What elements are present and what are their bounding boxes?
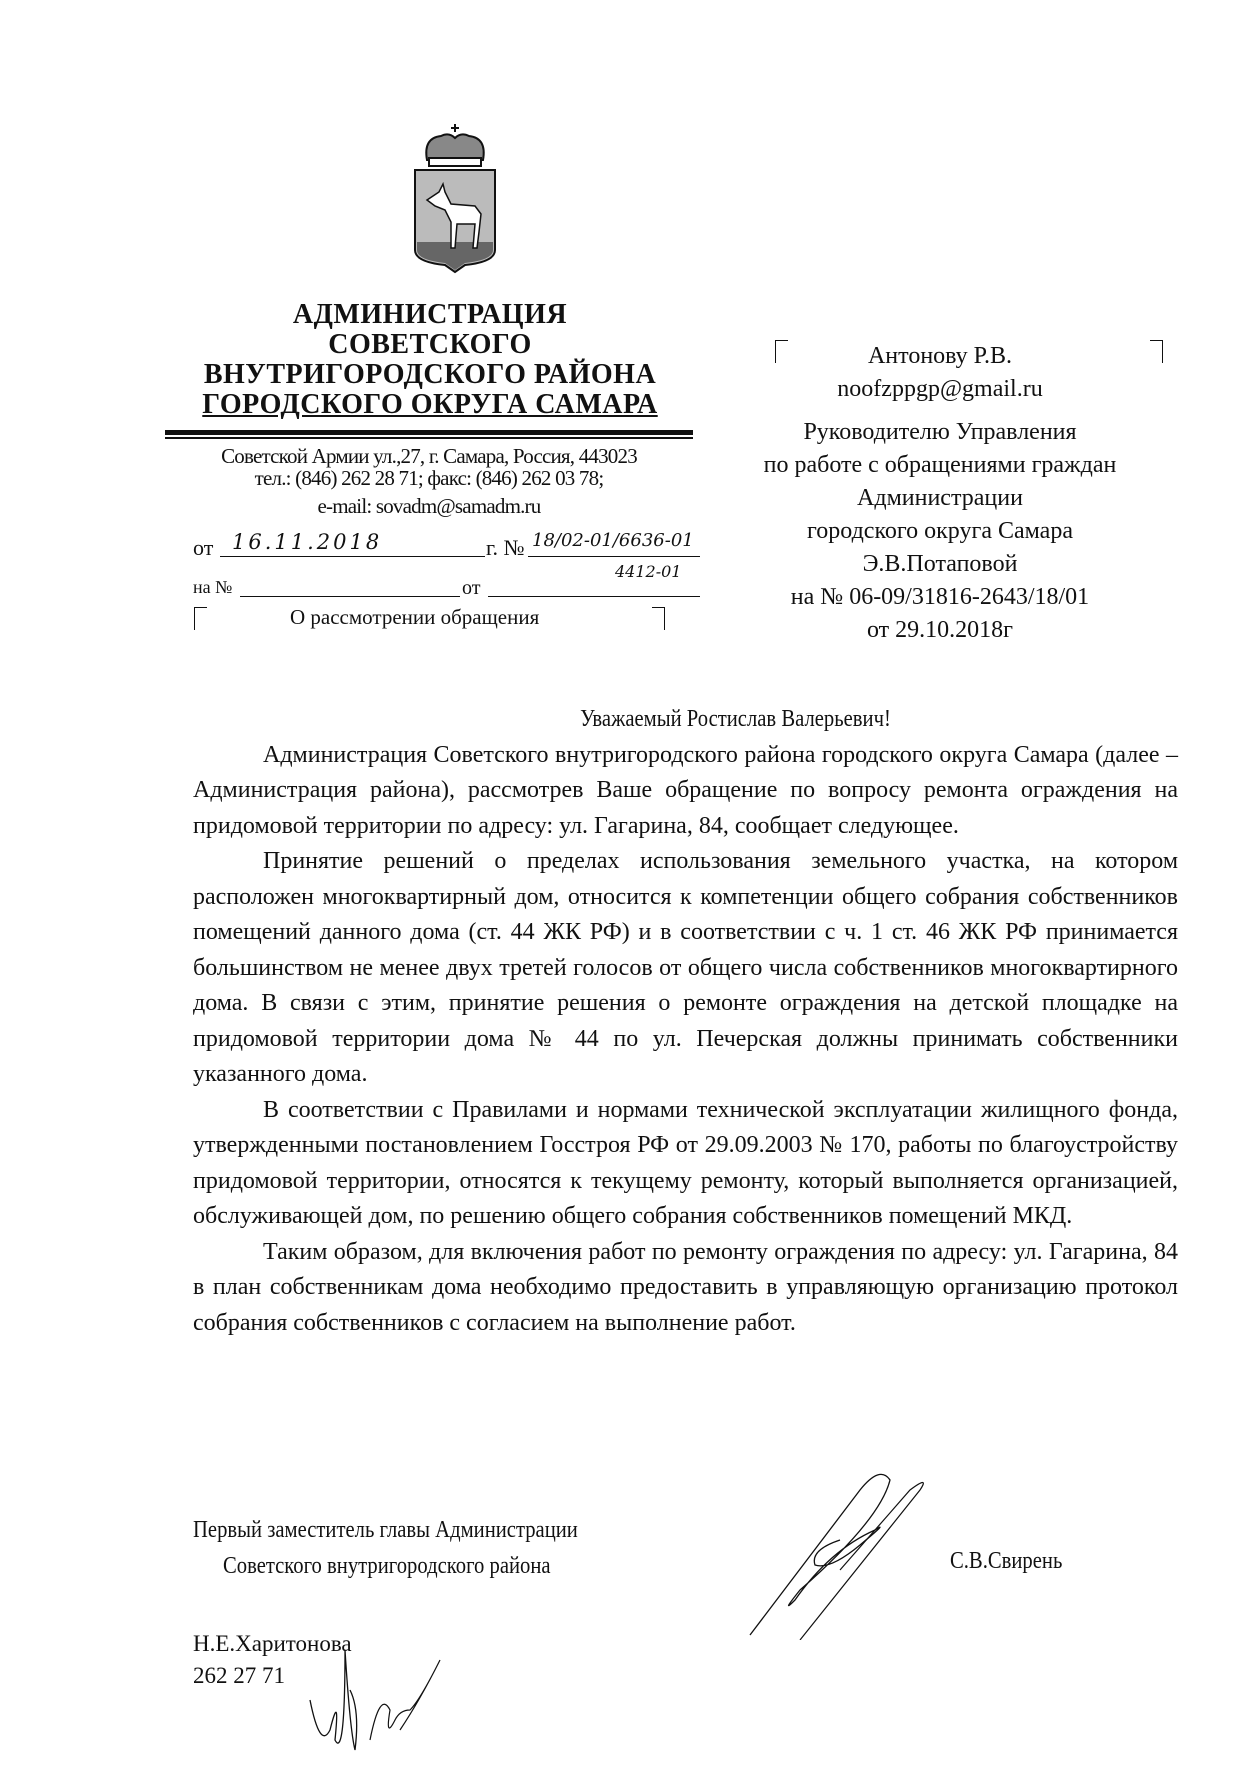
org-line: АДМИНИСТРАЦИЯ (292, 299, 568, 330)
signer-name-text: С.В.Свирень (950, 1548, 1063, 1574)
addressee-block (740, 340, 1140, 647)
body-paragraph: В соответствии с Правилами и нормами технической эксплуатации жилищного фонда, утвержденными постановлением Госстроя РФ от 29.09.2003 № 170, работы по благоустройству придомовой территории, относятся к текущему ремонту, который выполняется организацией, обслуживающей дом, по решению общего собрания собственников помещений МКД. (193, 1096, 1178, 1229)
sender-email: e-mail: sovadm@samadm.ru (317, 494, 541, 518)
handwritten-date: 16.11.2018 (232, 530, 383, 554)
addressee-line: Э.В.Потаповой (862, 551, 1018, 577)
addressee-line: на № 06-09/31816-2643/18/01 (790, 584, 1090, 610)
executor-signature (300, 1650, 450, 1765)
sender-phone: тел.: (846) 262 28 71; факс: (846) 262 03 78; (254, 466, 604, 490)
addressee-line: городского округа Самара (807, 518, 1073, 544)
addressee-line: по работе с обращениями граждан (763, 452, 1117, 478)
sender-address: Советской Армии ул.,27, г. Самара, Россия, 443023 (221, 444, 637, 468)
body-paragraph: Администрация Советского внутригородского района городского округа Самара (далее – Администрация района), рассмотрев Ваше обращение по вопросу ремонта ограждения на придомовой территории по адресу: ул. Гагарина, 84, сообщает следующее. (193, 741, 1178, 839)
org-line: СОВЕТСКОГО (328, 329, 532, 360)
greeting: Уважаемый Ростислав Валерьевич! (580, 706, 891, 732)
handwritten-number-2: 4412-01 (615, 562, 682, 581)
addressee-email: noofzppgp@gmail.ru (837, 376, 1043, 402)
in-reply-from-label: от (462, 577, 481, 599)
addressee-bracket-right (1150, 340, 1163, 363)
signatory-title-line2: Советского внутригородского района (223, 1553, 551, 1579)
subject-text: О рассмотрении обращения (290, 605, 540, 629)
bracket-left (194, 607, 207, 630)
sender-contacts (165, 445, 693, 517)
org-line: ВНУТРИГОРОДСКОГО РАЙОНА (203, 359, 657, 390)
executor-name: Н.Е.Харитонова (193, 1631, 352, 1656)
body-paragraph: Таким образом, для включения работ по ремонту ограждения по адресу: ул. Гагарина, 84 в план собственникам дома необходимо предоставить в управляющую организацию протокол собрания собственников с согласием на выполнение работ. (193, 1238, 1178, 1336)
sender-organization (170, 300, 690, 420)
in-reply-from-underline (488, 596, 700, 597)
org-line: ГОРОДСКОГО ОКРУГА САМАРА (202, 389, 658, 420)
addressee-line: Руководителю Управления (803, 419, 1077, 445)
in-reply-label: на № (193, 577, 233, 597)
number-underline (528, 556, 700, 557)
handwritten-signature (740, 1450, 940, 1645)
number-label: г. № (486, 535, 525, 560)
letter-body (193, 702, 1178, 1341)
signatory-title-line1: Первый заместитель главы Администрации (193, 1517, 578, 1543)
signer-name (950, 1548, 1081, 1575)
samara-coat-of-arms-icon (405, 120, 505, 280)
bracket-right (652, 607, 665, 630)
signatory-title (193, 1512, 641, 1584)
date-underline (220, 556, 485, 557)
header-divider (165, 430, 693, 435)
coat-of-arms-emblem (405, 120, 505, 280)
in-reply-underline (240, 596, 460, 597)
addressee-name: Антонову Р.В. (867, 343, 1013, 369)
date-label: от (193, 535, 214, 560)
executor-phone: 262 27 71 (193, 1663, 285, 1688)
header-divider-thin (165, 437, 693, 439)
body-paragraph: Принятие решений о пределах использования земельного участка, на котором расположен многоквартирный дом, относится к компетенции общего собрания собственников помещений данного дома (ст. 44 ЖК РФ) и в соответствии с ч. 1 ст. 46 ЖК РФ принимается большинством не менее двух третей голосов от общего числа собственников многоквартирного дома. В связи с этим, принятие решения о ремонте ограждения на детской площадке на придомовой территории дома № 44 по ул. Печерская должны принимать собственники указанного дома. (193, 848, 1178, 1087)
addressee-line: от 29.10.2018г (866, 617, 1013, 643)
addressee-line: Администрации (857, 485, 1023, 511)
handwritten-number: 18/02-01/6636-01 (532, 530, 694, 551)
